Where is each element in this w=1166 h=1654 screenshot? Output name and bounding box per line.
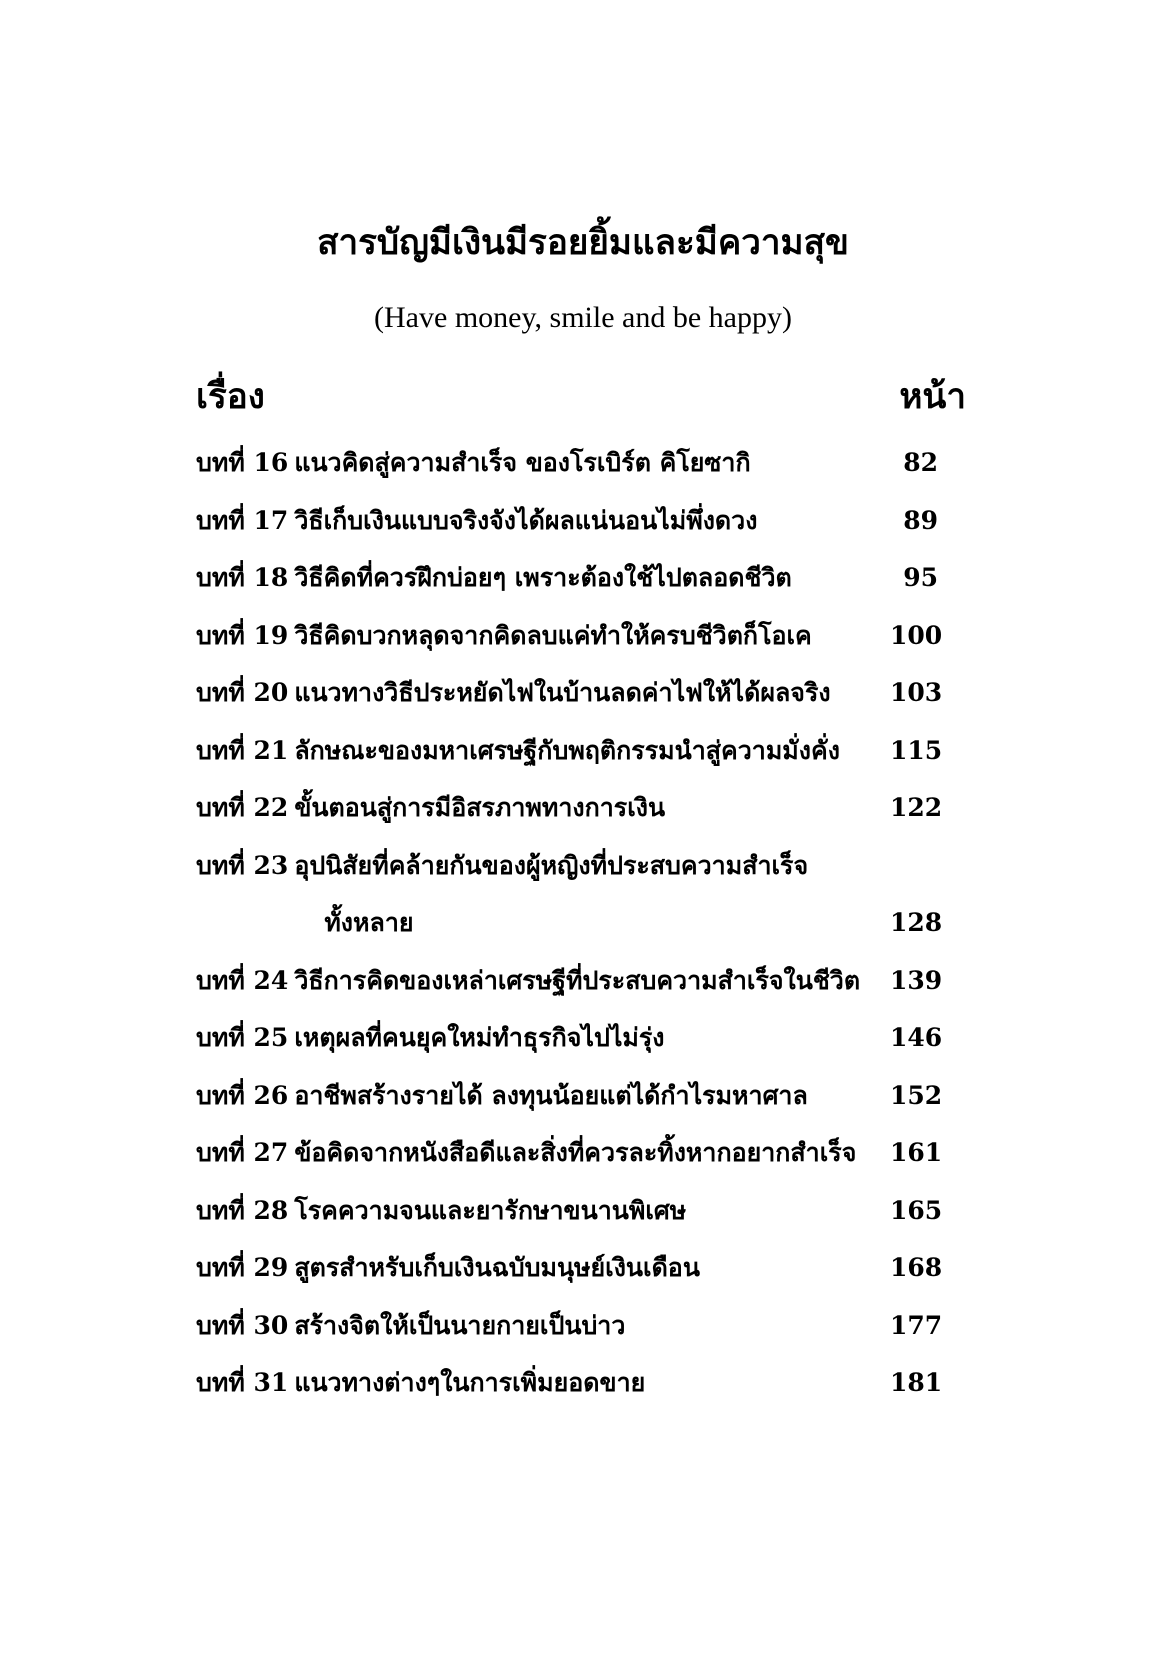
chapter-label: บทที่ 27 xyxy=(196,1138,289,1167)
page-number: 165 xyxy=(890,1195,943,1225)
chapter-title: วิธีการคิดของเหล่าเศรษฐีที่ประสบความสำเร็จในชีวิต xyxy=(294,965,861,995)
toc-entry xyxy=(196,549,938,607)
page-number: 181 xyxy=(890,1368,943,1397)
chapter-label: บทที่ 23 xyxy=(196,850,289,880)
page-number: 146 xyxy=(890,1023,943,1052)
toc-entry xyxy=(196,607,943,665)
chapter-label: บทที่ 28 xyxy=(196,1195,289,1225)
chapter-title: แนวทางต่างๆในการเพิ่มยอดขาย xyxy=(294,1368,646,1397)
chapter-title: ข้อคิดจากหนังสือดีและสิ่งที่ควรละทิ้งหากอยากสำเร็จ xyxy=(294,1138,857,1167)
toc-entry xyxy=(196,492,938,550)
page-number: 168 xyxy=(890,1253,943,1282)
chapter-label: บทที่ 26 xyxy=(196,1080,289,1110)
chapter-title: วิธีคิดที่ควรฝึกบ่อยๆ เพราะต้องใช้ไปตลอดชีวิต xyxy=(294,563,792,592)
chapter-title: อุปนิสัยที่คล้ายกันของผู้หญิงที่ประสบความสำเร็จ xyxy=(294,850,809,880)
toc-entry xyxy=(196,1297,943,1355)
page-column-header: หน้า xyxy=(899,376,966,417)
chapter-title: วิธีเก็บเงินแบบจริงจังได้ผลแน่นอนไม่พึ่งดวง xyxy=(294,505,758,535)
chapter-label: บทที่ 16 xyxy=(196,448,289,477)
chapter-title: สร้างจิตให้เป็นนายกายเป็นบ่าว xyxy=(294,1310,626,1340)
toc-entry xyxy=(196,1182,943,1240)
topic-column-header: เรื่อง xyxy=(196,376,265,417)
chapter-label: บทที่ 25 xyxy=(196,1023,289,1052)
page-number: 152 xyxy=(890,1080,943,1110)
chapter-label: บทที่ 19 xyxy=(196,620,289,650)
chapter-label: บทที่ 21 xyxy=(196,735,289,765)
chapter-label: บทที่ 31 xyxy=(196,1368,289,1397)
page-number: 95 xyxy=(903,563,938,592)
chapter-title: วิธีคิดบวกหลุดจากคิดลบแค่ทำให้ครบชีวิตก็โอเค xyxy=(294,620,812,650)
page-number: 82 xyxy=(903,448,938,477)
chapter-title: แนวคิดสู่ความสำเร็จ ของโรเบิร์ต คิโยซากิ xyxy=(294,448,751,477)
chapter-label: บทที่ 24 xyxy=(196,965,289,995)
page-number: 103 xyxy=(890,678,943,707)
page-number: 122 xyxy=(890,793,943,822)
page-title: สารบัญมีเงินมีรอยยิ้มและมีความสุข xyxy=(317,222,849,263)
chapter-label: บทที่ 22 xyxy=(196,793,289,822)
toc-entry xyxy=(196,1124,943,1182)
chapter-title: ขั้นตอนสู่การมีอิสรภาพทางการเงิน xyxy=(294,793,666,822)
chapter-title-continuation: ทั้งหลาย xyxy=(324,908,414,937)
toc-entry xyxy=(196,434,938,492)
chapter-title: เหตุผลที่คนยุคใหม่ทำธุรกิจไปไม่รุ่ง xyxy=(294,1023,665,1052)
chapter-label: บทที่ 20 xyxy=(196,678,289,707)
toc-entry xyxy=(196,779,943,837)
toc-entry xyxy=(196,1354,943,1412)
chapter-label: บทที่ 30 xyxy=(196,1310,289,1340)
toc-entry xyxy=(196,664,943,722)
toc-entry xyxy=(196,722,943,780)
page-number: 100 xyxy=(890,620,943,650)
page-number: 115 xyxy=(890,735,943,765)
page-number: 89 xyxy=(903,505,938,535)
page-number: 161 xyxy=(890,1138,943,1167)
chapter-title: สูตรสำหรับเก็บเงินฉบับมนุษย์เงินเดือน xyxy=(294,1253,700,1282)
table-of-contents xyxy=(196,434,943,1412)
chapter-label: บทที่ 17 xyxy=(196,505,289,535)
page-number: 128 xyxy=(890,908,943,937)
page-number: 177 xyxy=(890,1310,943,1340)
toc-entry xyxy=(196,1009,943,1067)
toc-entry xyxy=(196,837,943,952)
page-subtitle: (Have money, smile and be happy) xyxy=(374,301,792,334)
chapter-title: แนวทางวิธีประหยัดไฟในบ้านลดค่าไฟให้ได้ผลจริง xyxy=(294,678,831,707)
toc-entry xyxy=(196,1239,943,1297)
chapter-title: อาชีพสร้างรายได้ ลงทุนน้อยแต่ได้กำไรมหาศาล xyxy=(294,1080,808,1110)
chapter-label: บทที่ 18 xyxy=(196,563,289,592)
chapter-label: บทที่ 29 xyxy=(196,1253,289,1282)
toc-entry xyxy=(196,1067,943,1125)
toc-entry xyxy=(196,952,943,1010)
chapter-title: ลักษณะของมหาเศรษฐีกับพฤติกรรมนำสู่ความมั่งคั่ง xyxy=(294,735,840,765)
chapter-title: โรคความจนและยารักษาขนานพิเศษ xyxy=(294,1195,687,1225)
page-number: 139 xyxy=(890,965,943,995)
